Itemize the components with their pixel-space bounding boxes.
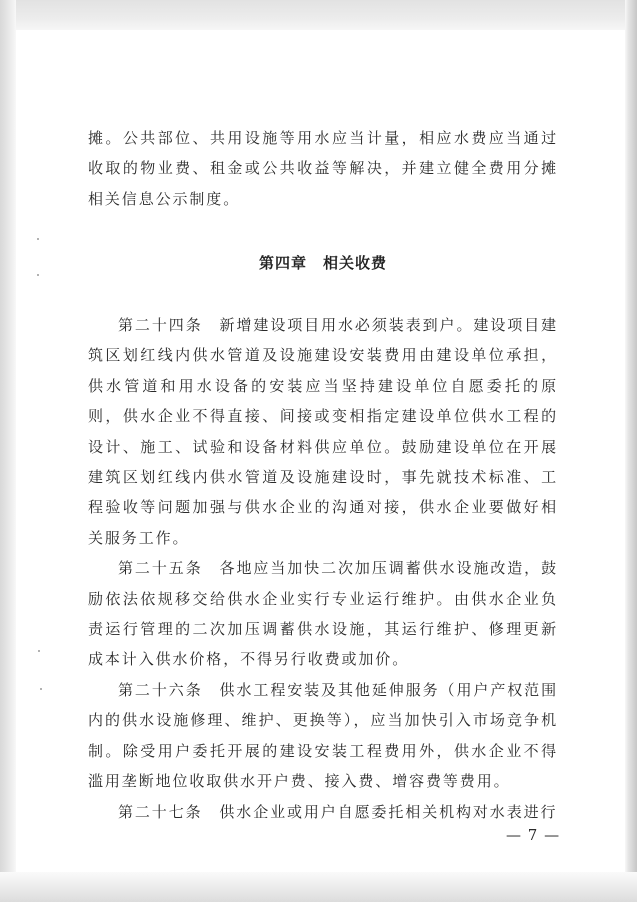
articles-section (88, 310, 558, 827)
continued-paragraph (88, 123, 558, 214)
scan-shadow-right (625, 0, 637, 902)
article-26: 第二十六条 供水工程安装及其他延伸服务（用户产权范围内的供水设施修理、维护、更换等），应当加快引入市场竞争机制。除受用户委托开展的建设安装工程费用外，供水企业不得滥用垄断地位收取供水开户费、接入费、增容费等费用。 (88, 680, 558, 791)
paragraph-text: 摊。公共部位、共用设施等用水应当计量，相应水费应当通过收取的物业费、租金或公共收益等解决，并建立健全费用分摊相关信息公示制度。 (88, 129, 558, 208)
page-number: — 7 — (506, 826, 561, 844)
scan-speck (38, 650, 40, 652)
chapter-number: 第四章 (258, 254, 307, 272)
scan-shadow-left (0, 0, 16, 902)
chapter-heading (88, 252, 558, 273)
scan-speck (37, 238, 39, 240)
scan-speck (40, 688, 42, 690)
scan-speck (37, 274, 39, 276)
article-27: 第二十七条 供水企业或用户自愿委托相关机构对水表进行 (118, 802, 558, 821)
scan-shadow-bottom (0, 872, 637, 902)
article-25: 第二十五条 各地应当加快二次加压调蓄供水设施改造，鼓励依法依规移交给供水企业实行专业运行维护。由供水企业负责运行管理的二次加压调蓄供水设施，其运行维护、修理更新成本计入供水价格，不得另行收费或加价。 (88, 559, 558, 669)
chapter-title: 相关收费 (323, 254, 388, 272)
article-24: 第二十四条 新增建设项目用水必须装表到户。建设项目建筑区划红线内供水管道及设施建设安装费用由建设单位承担，供水管道和用水设备的安装应当坚持建设单位自愿委托的原则，供水企业不得直接、间接或变相指定建设单位供水工程的设计、施工、试验和设备材料供应单位。鼓励建设单位在开展建筑区划红线内供水管道及设施建设时，事先就技术标准、工程验收等问题加强与供水企业的沟通对接，供水企业要做好相关服务工作。 (88, 316, 558, 547)
scan-shadow-top (0, 0, 637, 30)
